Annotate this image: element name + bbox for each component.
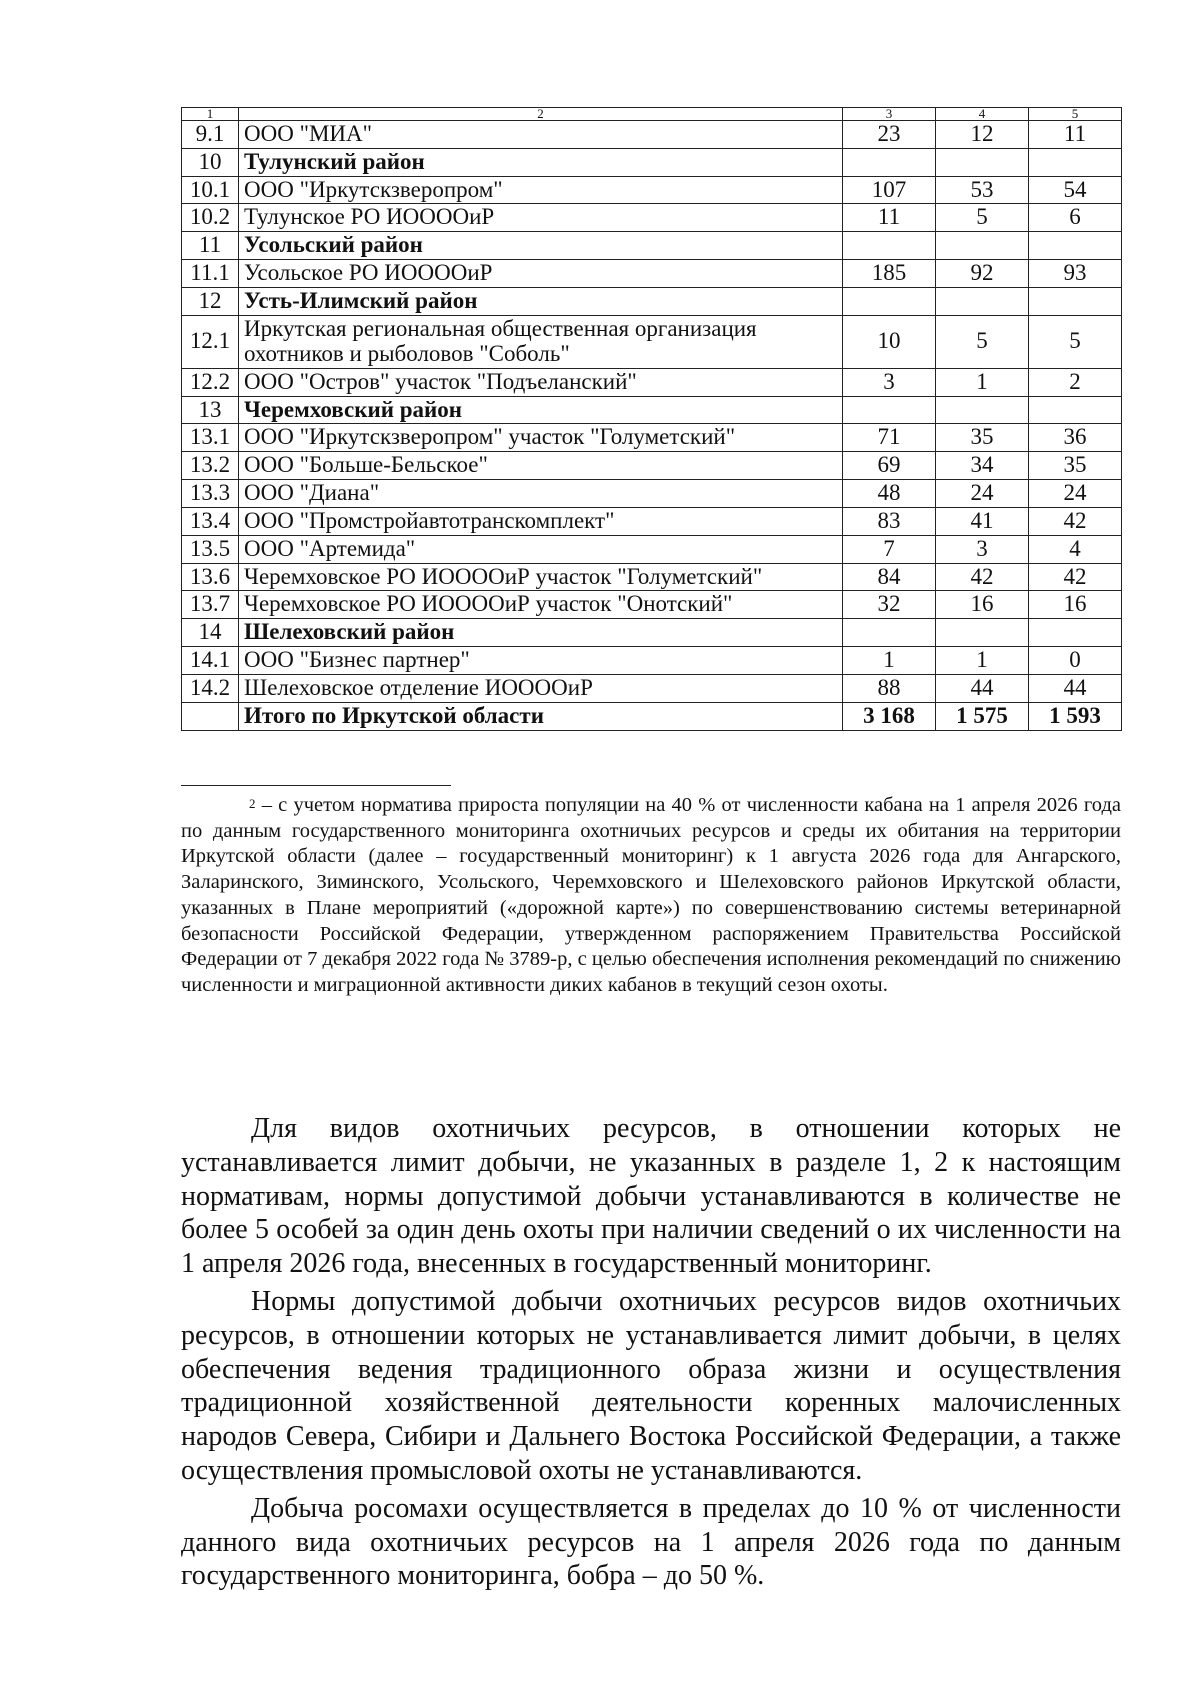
- row-col5-cell: [1029, 148, 1122, 176]
- paragraph-1: Для видов охотничьих ресурсов, в отношении которых не устанавливается лимит добычи, не указанных в разделе 1, 2 к настоящим нормативам, нормы допустимой добычи устанавливаются в количестве не более 5 особей за один день охоты при наличии сведений о их численности на 1 апреля 2026 года, внесенных в государственный мониторинг.: [181, 1113, 1121, 1280]
- row-col5-cell: 93: [1029, 260, 1122, 288]
- row-number-cell: 12.2: [182, 368, 239, 396]
- row-name-cell: Итого по Иркутской области: [239, 702, 843, 730]
- row-col4-cell: 53: [936, 176, 1029, 204]
- row-col5-cell: 11: [1029, 121, 1122, 149]
- table-row: [182, 287, 1122, 315]
- table-row: [182, 647, 1122, 675]
- row-col3-cell: 3 168: [843, 702, 936, 730]
- row-col3-cell: 7: [843, 535, 936, 563]
- row-col4-cell: [936, 287, 1029, 315]
- footnote-marker: 2: [249, 796, 256, 811]
- row-col4-cell: 42: [936, 563, 1029, 591]
- row-number-cell: [182, 702, 239, 730]
- row-col4-cell: 16: [936, 591, 1029, 619]
- row-col3-cell: 10: [843, 315, 936, 368]
- table-row: [182, 480, 1122, 508]
- row-col4-cell: 35: [936, 424, 1029, 452]
- row-col5-cell: [1029, 619, 1122, 647]
- row-col5-cell: 2: [1029, 368, 1122, 396]
- row-col5-cell: 5: [1029, 315, 1122, 368]
- row-number-cell: 14.1: [182, 647, 239, 675]
- row-name-cell: Черемховский район: [239, 396, 843, 424]
- row-col5-cell: 4: [1029, 535, 1122, 563]
- paragraph-3: Добыча росомахи осуществляется в пределах до 10 % от численности данного вида охотничьих ресурсов на 1 апреля 2026 года по данным государственного мониторинга, бобра – до 50 %.: [181, 1492, 1121, 1592]
- row-number-cell: 13.4: [182, 507, 239, 535]
- row-col4-cell: 3: [936, 535, 1029, 563]
- row-number-cell: 13.2: [182, 452, 239, 480]
- row-number-cell: 11: [182, 232, 239, 260]
- footnote-divider: [181, 785, 451, 786]
- table-row: [182, 619, 1122, 647]
- table-row: [182, 315, 1122, 368]
- row-col3-cell: 1: [843, 647, 936, 675]
- table-header-row: [182, 108, 1122, 121]
- row-number-cell: 14: [182, 619, 239, 647]
- header-col-3: 3: [843, 108, 936, 121]
- row-col5-cell: 6: [1029, 204, 1122, 232]
- row-col3-cell: 11: [843, 204, 936, 232]
- row-col4-cell: 41: [936, 507, 1029, 535]
- row-name-cell: Шелеховское отделение ИООООиР: [239, 674, 843, 702]
- row-number-cell: 13.1: [182, 424, 239, 452]
- row-col4-cell: [936, 148, 1029, 176]
- table-row: [182, 176, 1122, 204]
- row-name-cell: ООО "Промстройавтотранскомплект": [239, 507, 843, 535]
- row-col5-cell: 42: [1029, 507, 1122, 535]
- row-name-cell: ООО "Больше-Бельское": [239, 452, 843, 480]
- table-row: [182, 260, 1122, 288]
- row-name-cell: ООО "Артемида": [239, 535, 843, 563]
- row-col4-cell: 24: [936, 480, 1029, 508]
- row-col3-cell: [843, 396, 936, 424]
- hunting-limits-table: [181, 107, 1122, 731]
- row-col4-cell: 44: [936, 674, 1029, 702]
- row-col4-cell: 5: [936, 315, 1029, 368]
- row-number-cell: 13.7: [182, 591, 239, 619]
- row-number-cell: 13.3: [182, 480, 239, 508]
- row-col4-cell: 34: [936, 452, 1029, 480]
- row-col5-cell: [1029, 232, 1122, 260]
- table-row: [182, 232, 1122, 260]
- row-name-cell: ООО "Иркутскзверопром": [239, 176, 843, 204]
- header-col-4: 4: [936, 108, 1029, 121]
- row-col5-cell: 36: [1029, 424, 1122, 452]
- row-col5-cell: 54: [1029, 176, 1122, 204]
- row-col5-cell: [1029, 396, 1122, 424]
- row-name-cell: Усть-Илимский район: [239, 287, 843, 315]
- row-col3-cell: [843, 287, 936, 315]
- table-row: [182, 702, 1122, 730]
- row-number-cell: 10: [182, 148, 239, 176]
- row-col3-cell: 84: [843, 563, 936, 591]
- table-row: [182, 452, 1122, 480]
- row-name-cell: Черемховское РО ИООООиР участок "Голуметский": [239, 563, 843, 591]
- row-number-cell: 9.1: [182, 121, 239, 149]
- row-col4-cell: 1: [936, 368, 1029, 396]
- table-row: [182, 368, 1122, 396]
- row-col5-cell: 16: [1029, 591, 1122, 619]
- footnote: [181, 793, 1121, 999]
- row-col3-cell: 69: [843, 452, 936, 480]
- row-name-cell: Черемховское РО ИООООиР участок "Онотский": [239, 591, 843, 619]
- row-name-cell: ООО "Остров" участок "Подъеланский": [239, 368, 843, 396]
- row-name-cell: Иркутская региональная общественная организация охотников и рыболовов "Соболь": [239, 315, 843, 368]
- table-row: [182, 563, 1122, 591]
- table-row: [182, 148, 1122, 176]
- row-col3-cell: 71: [843, 424, 936, 452]
- row-number-cell: 13: [182, 396, 239, 424]
- paragraph-2: Нормы допустимой добычи охотничьих ресурсов видов охотничьих ресурсов, в отношении которых не устанавливается лимит добычи, в целях обеспечения ведения традиционного образа жизни и осуществления традиционной хозяйственной деятельности коренных малочисленных народов Севера, Сибири и Дальнего Востока Российской Федерации, а также осуществления промысловой охоты не устанавливаются.: [181, 1285, 1121, 1486]
- row-name-cell: Шелеховский район: [239, 619, 843, 647]
- row-col3-cell: 83: [843, 507, 936, 535]
- row-name-cell: ООО "МИА": [239, 121, 843, 149]
- table-row: [182, 591, 1122, 619]
- header-col-1: 1: [182, 108, 239, 121]
- row-col5-cell: 24: [1029, 480, 1122, 508]
- table-row: [182, 396, 1122, 424]
- row-col4-cell: [936, 619, 1029, 647]
- header-col-2: 2: [239, 108, 843, 121]
- row-col4-cell: [936, 396, 1029, 424]
- row-name-cell: ООО "Иркутскзверопром" участок "Голуметский": [239, 424, 843, 452]
- row-col3-cell: [843, 619, 936, 647]
- row-col4-cell: 5: [936, 204, 1029, 232]
- header-col-5: 5: [1029, 108, 1122, 121]
- row-number-cell: 10.1: [182, 176, 239, 204]
- row-col5-cell: 0: [1029, 647, 1122, 675]
- row-col3-cell: [843, 232, 936, 260]
- table-row: [182, 507, 1122, 535]
- table-row: [182, 674, 1122, 702]
- row-col4-cell: [936, 232, 1029, 260]
- row-col4-cell: 92: [936, 260, 1029, 288]
- row-name-cell: Усольский район: [239, 232, 843, 260]
- row-col3-cell: 32: [843, 591, 936, 619]
- row-number-cell: 12: [182, 287, 239, 315]
- row-number-cell: 13.5: [182, 535, 239, 563]
- row-col5-cell: 35: [1029, 452, 1122, 480]
- row-number-cell: 14.2: [182, 674, 239, 702]
- table-row: [182, 121, 1122, 149]
- row-col3-cell: 107: [843, 176, 936, 204]
- row-col5-cell: [1029, 287, 1122, 315]
- row-col5-cell: 42: [1029, 563, 1122, 591]
- row-col3-cell: 88: [843, 674, 936, 702]
- row-col3-cell: 48: [843, 480, 936, 508]
- row-name-cell: Тулунское РО ИООООиР: [239, 204, 843, 232]
- row-name-cell: Тулунский район: [239, 148, 843, 176]
- row-col4-cell: 1: [936, 647, 1029, 675]
- footnote-text: – с учетом норматива прироста популяции на 40 % от численности кабана на 1 апреля 2026 года по данным государственного мониторинга охотничьих ресурсов и среды их обитания на территории Иркутской области (далее – государственный мониторинг) к 1 августа 2026 года для Ангарского, Заларинского, Зиминского, Усольского, Черемховского и Шелеховского районов Иркутской области, указанных в Плане мероприятий («дорожной карте») по совершенствованию системы ветеринарной безопасности Российской Федерации, утвержденном распоряжением Правительства Российской Федерации от 7 декабря 2022 года № 3789-р, с целью обеспечения исполнения рекомендаций по снижению численности и миграционной активности диких кабанов в текущий сезон охоты.: [181, 794, 1121, 996]
- row-col5-cell: 44: [1029, 674, 1122, 702]
- row-col5-cell: 1 593: [1029, 702, 1122, 730]
- table-row: [182, 535, 1122, 563]
- table-row: [182, 204, 1122, 232]
- row-col3-cell: 185: [843, 260, 936, 288]
- row-col3-cell: [843, 148, 936, 176]
- row-number-cell: 12.1: [182, 315, 239, 368]
- row-name-cell: Усольское РО ИООООиР: [239, 260, 843, 288]
- row-number-cell: 10.2: [182, 204, 239, 232]
- row-name-cell: ООО "Бизнес партнер": [239, 647, 843, 675]
- row-col4-cell: 12: [936, 121, 1029, 149]
- row-col3-cell: 3: [843, 368, 936, 396]
- row-col3-cell: 23: [843, 121, 936, 149]
- row-name-cell: ООО "Диана": [239, 480, 843, 508]
- row-number-cell: 13.6: [182, 563, 239, 591]
- row-number-cell: 11.1: [182, 260, 239, 288]
- body-text: [181, 1112, 1121, 1597]
- table-row: [182, 424, 1122, 452]
- row-col4-cell: 1 575: [936, 702, 1029, 730]
